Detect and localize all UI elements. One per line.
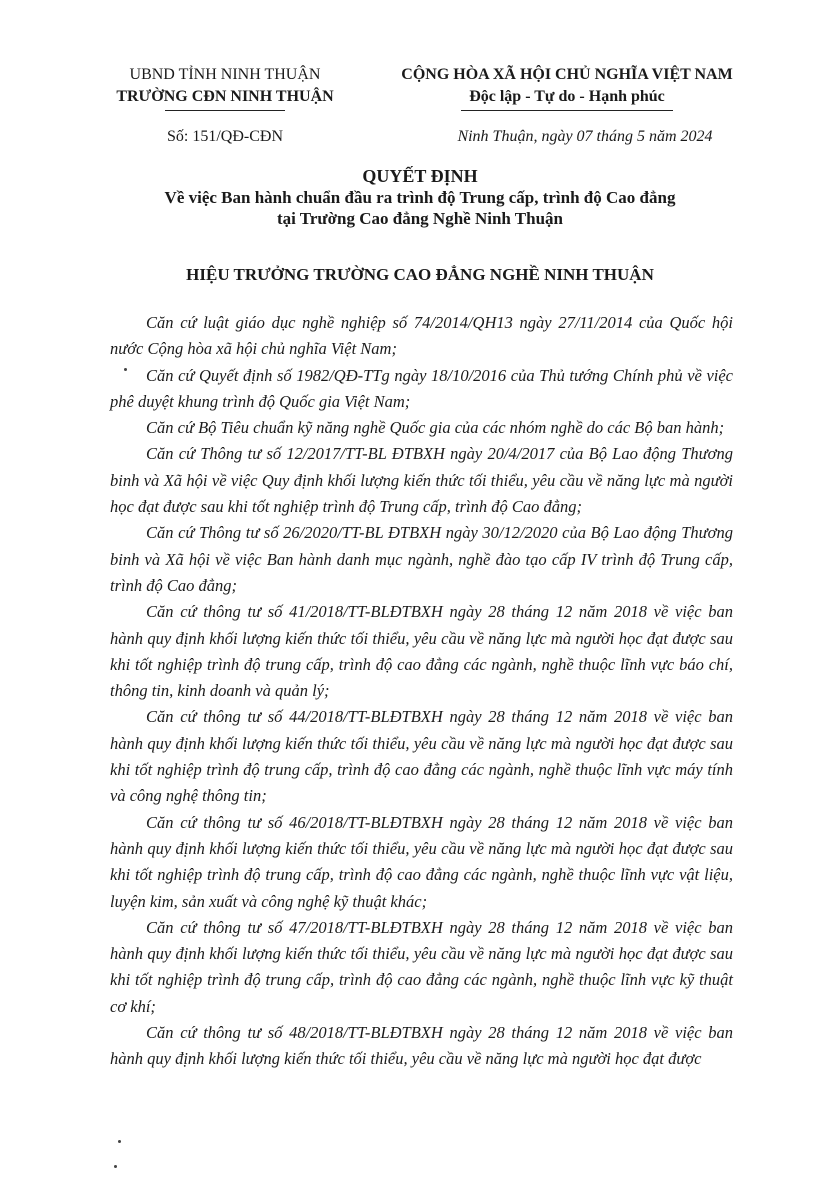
- national-header: [372, 64, 762, 111]
- document-title: [110, 166, 730, 229]
- issuer-parent: UBND TỈNH NINH THUẬN: [129, 66, 321, 83]
- paragraph: Căn cứ Thông tư số 26/2020/TT-BL ĐTBXH ngày 30/12/2020 của Bộ Lao động Thương binh và Xã hội về việc Ban hành danh mục ngành, nghề đào tạo cấp IV trình độ Trung cấp, trình độ Cao đẳng;: [110, 523, 733, 595]
- scan-speck: [118, 1140, 121, 1143]
- issuer-header: [100, 64, 350, 111]
- title-line-1: Về việc Ban hành chuẩn đầu ra trình độ Trung cấp, trình độ Cao đẳng: [164, 188, 676, 207]
- paragraph: Căn cứ thông tư số 44/2018/TT-BLĐTBXH ngày 28 tháng 12 năm 2018 về việc ban hành quy định khối lượng kiến thức tối thiểu, yêu cầu về năng lực mà người học đạt được sau khi tốt nghiệp trình độ trung cấp, trình độ cao đẳng các ngành, nghề thuộc lĩnh vực máy tính và công nghệ thông tin;: [110, 707, 733, 806]
- paragraph: Căn cứ thông tư số 48/2018/TT-BLĐTBXH ngày 28 tháng 12 năm 2018 về việc ban hành quy định khối lượng kiến thức tối thiểu, yêu cầu về năng lực mà người học đạt được: [110, 1023, 733, 1069]
- paragraph: Căn cứ Quyết định số 1982/QĐ-TTg ngày 18/10/2016 của Thủ tướng Chính phủ về việc phê duyệt khung trình độ Quốc gia Việt Nam;: [110, 365, 733, 411]
- issuer-name: TRƯỜNG CĐN NINH THUẬN: [116, 88, 334, 105]
- paragraph: Căn cứ Bộ Tiêu chuẩn kỹ năng nghề Quốc gia của các nhóm nghề do các Bộ ban hành;: [146, 418, 725, 438]
- document-number: Số: 151/QĐ-CĐN: [166, 128, 283, 145]
- place-date: Ninh Thuận, ngày 07 tháng 5 năm 2024: [457, 128, 713, 145]
- scan-speck: [114, 1165, 117, 1168]
- title-main: QUYẾT ĐỊNH: [362, 166, 478, 186]
- paragraph: Căn cứ thông tư số 41/2018/TT-BLĐTBXH ngày 28 tháng 12 năm 2018 về việc ban hành quy định khối lượng kiến thức tối thiểu, yêu cầu về năng lực mà người học đạt được sau khi tốt nghiệp trình độ trung cấp, trình độ cao đẳng các ngành, nghề thuộc lĩnh vực báo chí, thông tin, kinh doanh và quản lý;: [110, 602, 733, 701]
- title-line-2: tại Trường Cao đẳng Nghề Ninh Thuận: [276, 209, 564, 228]
- paragraph: Căn cứ thông tư số 46/2018/TT-BLĐTBXH ngày 28 tháng 12 năm 2018 về việc ban hành quy định khối lượng kiến thức tối thiểu, yêu cầu về năng lực mà người học đạt được sau khi tốt nghiệp trình độ trung cấp, trình độ cao đẳng các ngành, nghề thuộc lĩnh vực vật liệu, luyện kim, sản xuất và công nghệ kỹ thuật khác;: [110, 812, 733, 911]
- authority-heading: HIỆU TRƯỞNG TRƯỜNG CAO ĐẲNG NGHỀ NINH THUẬN: [186, 265, 654, 284]
- national-motto: Độc lập - Tự do - Hạnh phúc: [469, 88, 665, 105]
- motto-underline: [461, 110, 673, 111]
- scan-speck: [124, 368, 127, 371]
- issuer-underline: [165, 110, 285, 111]
- document-body: [110, 310, 733, 1073]
- paragraph: Căn cứ thông tư số 47/2018/TT-BLĐTBXH ngày 28 tháng 12 năm 2018 về việc ban hành quy định khối lượng kiến thức tối thiểu, yêu cầu về năng lực mà người học đạt được sau khi tốt nghiệp trình độ trung cấp, trình độ cao đẳng các ngành, nghề thuộc lĩnh vực kỹ thuật cơ khí;: [110, 917, 733, 1016]
- paragraph: Căn cứ Thông tư số 12/2017/TT-BL ĐTBXH ngày 20/4/2017 của Bộ Lao động Thương binh và Xã hội về việc Quy định khối lượng kiến thức tối thiểu, yêu cầu về năng lực mà người học đạt được sau khi tốt nghiệp trình độ Trung cấp, trình độ Cao đẳng;: [110, 444, 733, 517]
- national-title: CỘNG HÒA XÃ HỘI CHỦ NGHĨA VIỆT NAM: [401, 66, 733, 83]
- paragraph: Căn cứ luật giáo dục nghề nghiệp số 74/2014/QH13 ngày 27/11/2014 của Quốc hội nước Cộng hòa xã hội chủ nghĩa Việt Nam;: [110, 313, 733, 359]
